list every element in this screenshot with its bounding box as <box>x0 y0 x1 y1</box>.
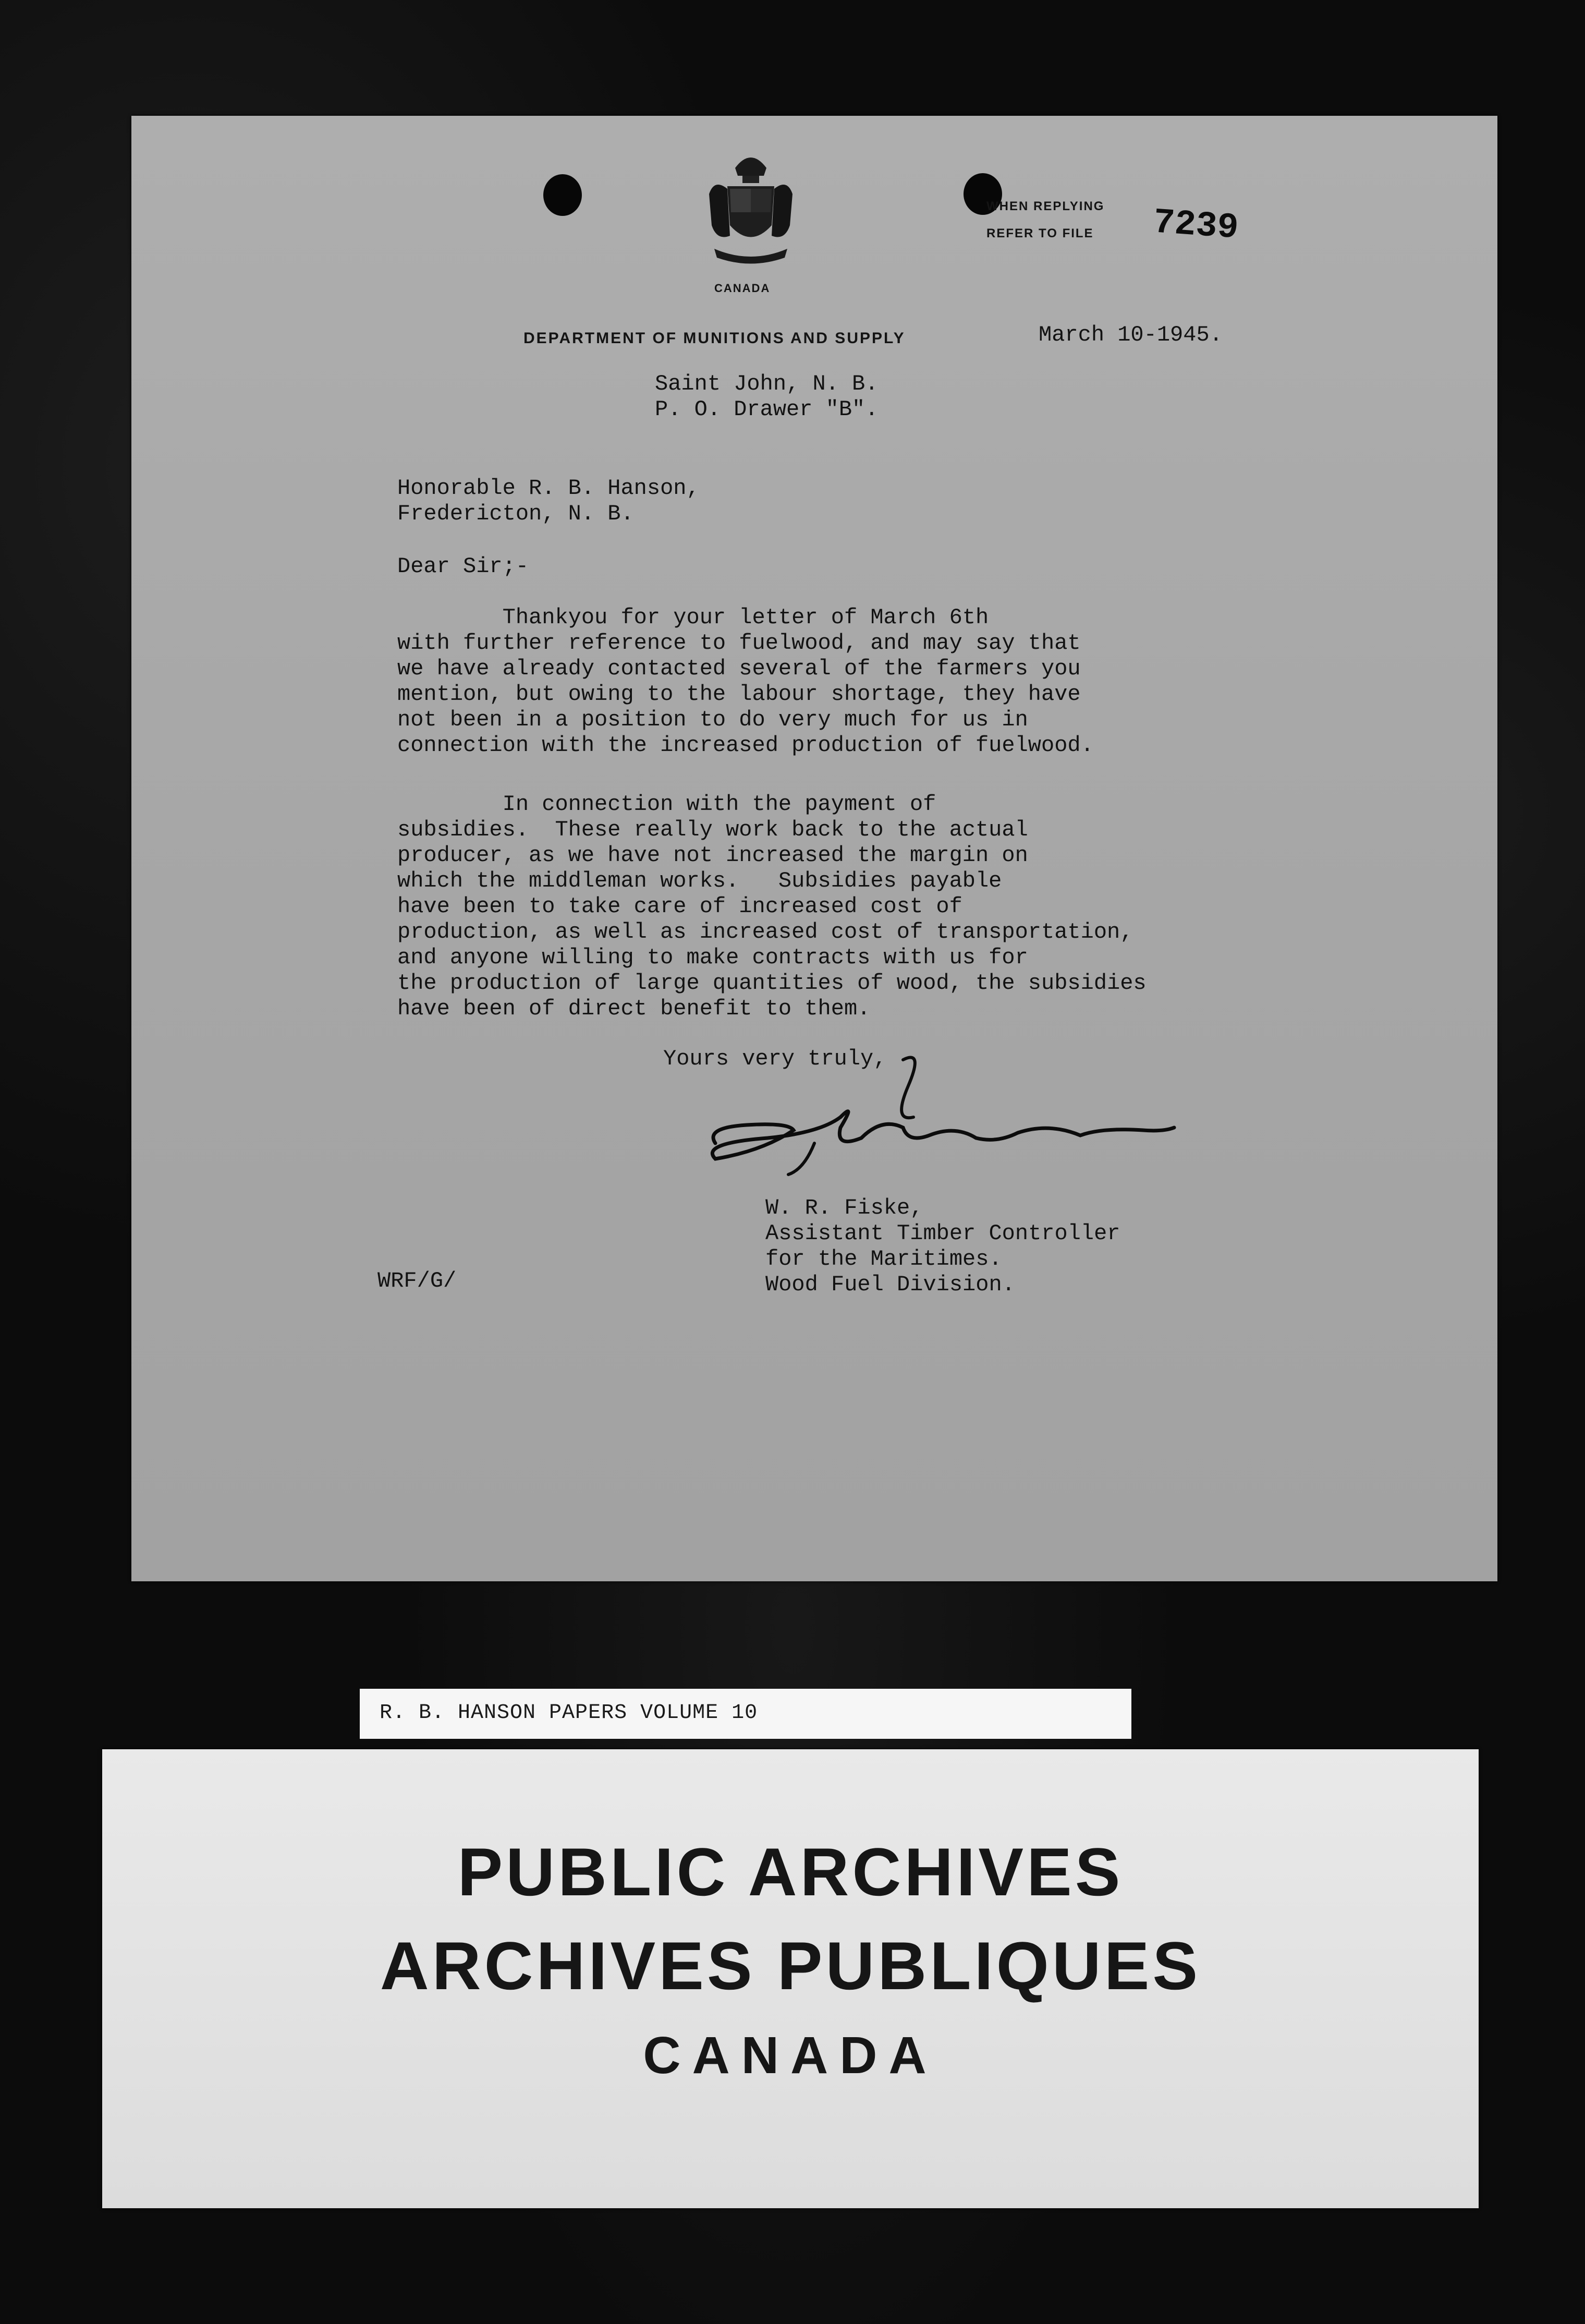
recipient-line: Honorable R. B. Hanson, <box>397 476 700 501</box>
handwritten-signature <box>684 1039 1205 1195</box>
sender-address-line: P. O. Drawer "B". <box>655 397 879 422</box>
letterhead-department: DEPARTMENT OF MUNITIONS AND SUPPLY <box>523 330 906 347</box>
paragraph-line: production, as well as increased cost of transportation, <box>397 919 1133 945</box>
salutation: Dear Sir;- <box>397 554 529 579</box>
paragraph-line: Thankyou for your letter of March 6th <box>397 605 989 630</box>
paragraph-line: and anyone willing to make contracts with us for <box>397 945 1028 970</box>
archives-country: CANADA <box>643 2026 938 2085</box>
signer-division: Wood Fuel Division. <box>765 1272 1015 1297</box>
paragraph-line: the production of large quantities of wood, the subsidies <box>397 971 1147 996</box>
paragraph-line: we have already contacted several of the farmers you <box>397 656 1081 681</box>
paragraph-line: In connection with the payment of <box>397 792 936 817</box>
archives-card <box>102 1749 1479 2208</box>
paragraph-line: subsidies. These really work back to the actual <box>397 817 1028 842</box>
volume-label <box>360 1689 1131 1739</box>
archives-title-en: PUBLIC ARCHIVES <box>457 1834 1124 1910</box>
typist-initials: WRF/G/ <box>377 1268 457 1293</box>
archives-title-fr: ARCHIVES PUBLIQUES <box>380 1928 1201 2004</box>
file-number: 7239 <box>1152 202 1240 249</box>
coat-of-arms-icon <box>699 147 803 267</box>
punch-hole-left <box>543 174 582 216</box>
paragraph-line: have been to take care of increased cost of <box>397 894 962 919</box>
body-paragraph-1 <box>397 605 1094 758</box>
paragraph-line: mention, but owing to the labour shortage, they have <box>397 682 1081 707</box>
letterhead-country: CANADA <box>714 282 771 295</box>
signature-block <box>765 1195 1120 1298</box>
signer-name: W. R. Fiske, <box>765 1195 923 1220</box>
paragraph-line: which the middleman works. Subsidies payable <box>397 868 1002 893</box>
volume-label-text: R. B. HANSON PAPERS VOLUME 10 <box>380 1701 758 1725</box>
signer-title: Assistant Timber Controller <box>765 1221 1120 1246</box>
recipient-line: Fredericton, N. B. <box>397 501 634 526</box>
recipient-address <box>397 476 700 527</box>
sender-address-line: Saint John, N. B. <box>655 371 879 396</box>
body-paragraph-2 <box>397 792 1147 1022</box>
paragraph-line: connection with the increased production of fuelwood. <box>397 733 1094 758</box>
paragraph-line: not been in a position to do very much for us in <box>397 707 1028 732</box>
reply-instruction-line2: REFER TO FILE <box>986 226 1094 240</box>
letter-sheet <box>131 116 1497 1581</box>
paragraph-line: with further reference to fuelwood, and may say that <box>397 631 1081 656</box>
letter-date: March 10-1945. <box>1039 322 1223 347</box>
signer-title: for the Maritimes. <box>765 1246 1002 1272</box>
sender-address <box>655 371 878 422</box>
paragraph-line: producer, as we have not increased the margin on <box>397 843 1028 868</box>
paragraph-line: have been of direct benefit to them. <box>397 996 871 1021</box>
reply-instruction-line1: WHEN REPLYING <box>986 199 1105 213</box>
closing: Yours very truly, <box>663 1046 887 1071</box>
